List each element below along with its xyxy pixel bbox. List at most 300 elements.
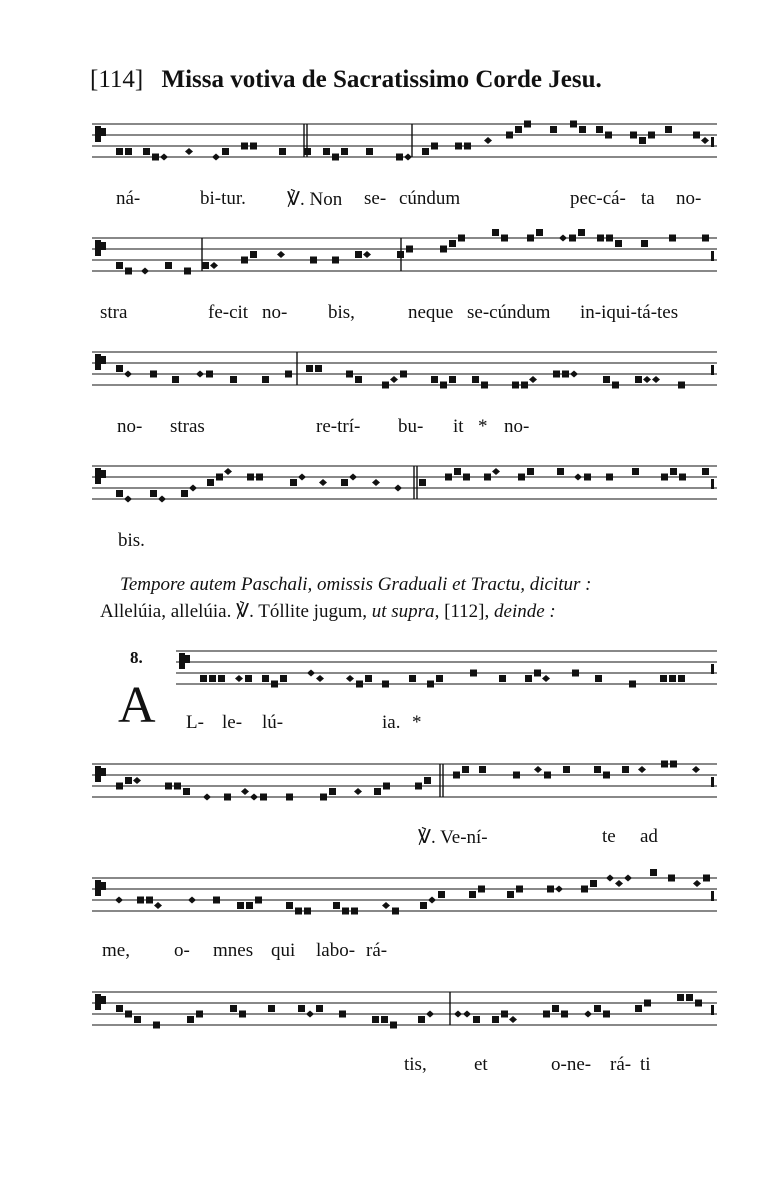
- lyric-syllable: L-: [186, 712, 204, 733]
- square-note: [584, 474, 591, 481]
- square-note: [635, 1005, 642, 1012]
- rhombus-note: [189, 485, 197, 492]
- square-note: [315, 365, 322, 372]
- lyric-syllable: stras: [170, 416, 205, 437]
- square-note: [165, 262, 172, 269]
- square-note: [366, 148, 373, 155]
- square-note: [262, 376, 269, 383]
- square-note: [518, 474, 525, 481]
- lyric-syllable: tis,: [404, 1054, 427, 1075]
- square-note: [183, 788, 190, 795]
- rhombus-note: [542, 675, 550, 682]
- square-note: [216, 474, 223, 481]
- square-note: [615, 240, 622, 247]
- clef-icon: [95, 880, 101, 896]
- lyric-syllable: se-cúndum: [467, 302, 551, 323]
- custos-mark: [711, 664, 714, 674]
- chant-staff-7: [92, 872, 717, 920]
- rhombus-note: [643, 376, 651, 383]
- square-note: [355, 251, 362, 258]
- square-note: [579, 126, 586, 133]
- rhombus-note: [692, 766, 700, 773]
- square-note: [137, 897, 144, 904]
- square-note: [245, 675, 252, 682]
- square-note: [268, 1005, 275, 1012]
- chant-number: 8.: [130, 648, 143, 667]
- square-note: [550, 126, 557, 133]
- rhombus-note: [319, 479, 327, 486]
- rhombus-note: [693, 880, 701, 887]
- square-note: [543, 1011, 550, 1018]
- rubric-text: ut supra: [371, 601, 435, 622]
- square-note: [196, 1011, 203, 1018]
- rhombus-note: [185, 148, 193, 155]
- rhombus-note: [210, 262, 218, 269]
- square-note: [134, 1016, 141, 1023]
- square-note: [678, 382, 685, 389]
- custos-mark: [711, 251, 714, 261]
- square-note: [316, 1005, 323, 1012]
- rhombus-note: [454, 1011, 462, 1018]
- square-note: [572, 670, 579, 677]
- square-note: [241, 143, 248, 150]
- rhombus-note: [250, 794, 258, 801]
- square-note: [174, 783, 181, 790]
- initial-letter: A: [118, 677, 156, 734]
- square-note: [569, 235, 576, 242]
- chant-staff-2: [92, 232, 717, 280]
- square-note: [527, 468, 534, 475]
- square-note: [230, 376, 237, 383]
- square-note: [181, 490, 188, 497]
- square-note: [605, 132, 612, 139]
- square-note: [473, 1016, 480, 1023]
- square-note: [670, 761, 677, 768]
- square-note: [686, 994, 693, 1001]
- square-note: [581, 886, 588, 893]
- rhombus-note: [382, 902, 390, 909]
- square-note: [260, 794, 267, 801]
- lyric-syllable: *: [412, 712, 422, 733]
- square-note: [150, 371, 157, 378]
- square-note: [603, 1011, 610, 1018]
- rhombus-note: [428, 897, 436, 904]
- square-note: [286, 794, 293, 801]
- square-note: [630, 132, 637, 139]
- square-note: [553, 371, 560, 378]
- clef-icon: [95, 126, 101, 142]
- square-note: [332, 257, 339, 264]
- square-note: [230, 1005, 237, 1012]
- square-note: [561, 1011, 568, 1018]
- square-note: [484, 474, 491, 481]
- square-note: [246, 902, 253, 909]
- square-note: [603, 376, 610, 383]
- lyric-syllable: ná-: [116, 188, 141, 209]
- square-note: [271, 681, 278, 688]
- rhombus-note: [115, 897, 123, 904]
- square-note: [597, 235, 604, 242]
- square-note: [342, 908, 349, 915]
- square-note: [470, 670, 477, 677]
- square-note: [209, 675, 216, 682]
- square-note: [668, 875, 675, 882]
- clef-icon: [179, 653, 185, 669]
- square-note: [521, 382, 528, 389]
- square-note: [323, 148, 330, 155]
- lyric-syllable: it: [453, 416, 464, 437]
- rhombus-note: [306, 1011, 314, 1018]
- square-note: [562, 371, 569, 378]
- chant-staff-1: [92, 118, 717, 166]
- custos-mark: [711, 777, 714, 787]
- square-note: [415, 783, 422, 790]
- square-note: [469, 891, 476, 898]
- rhombus-note: [701, 137, 709, 144]
- lyric-syllable: me,: [102, 940, 130, 961]
- rhombus-note: [346, 675, 354, 682]
- rhombus-note: [529, 376, 537, 383]
- lyric-syllable: bis,: [328, 302, 355, 323]
- rhombus-note: [534, 766, 542, 773]
- square-note: [409, 675, 416, 682]
- lyric-syllable: pec-cá-: [570, 188, 626, 209]
- rhombus-note: [316, 675, 324, 682]
- square-note: [563, 766, 570, 773]
- lyric-syllable: fe-cit: [208, 302, 249, 323]
- square-note: [202, 262, 209, 269]
- square-note: [501, 1011, 508, 1018]
- square-note: [150, 490, 157, 497]
- square-note: [383, 783, 390, 790]
- square-note: [424, 777, 431, 784]
- square-note: [606, 474, 613, 481]
- rhombus-note: [624, 875, 632, 882]
- square-note: [365, 675, 372, 682]
- rhombus-note: [584, 1011, 592, 1018]
- chant-staff-3: [92, 346, 717, 394]
- square-note: [341, 148, 348, 155]
- square-note: [406, 246, 413, 253]
- square-note: [513, 772, 520, 779]
- square-note: [241, 257, 248, 264]
- square-note: [462, 766, 469, 773]
- clef-icon: [101, 128, 106, 136]
- rhombus-note: [463, 1011, 471, 1018]
- square-note: [207, 479, 214, 486]
- custos-mark: [711, 365, 714, 375]
- page-title: Missa votiva de Sacratissimo Corde Jesu.: [161, 66, 602, 93]
- square-note: [547, 886, 554, 893]
- clef-icon: [185, 655, 190, 663]
- rhombus-note: [160, 154, 168, 161]
- chant-staff-8: [92, 986, 717, 1034]
- rhombus-note: [196, 371, 204, 378]
- square-note: [310, 257, 317, 264]
- lyric-syllable: le-: [222, 712, 243, 733]
- square-note: [304, 908, 311, 915]
- square-note: [116, 783, 123, 790]
- rhombus-note: [394, 485, 402, 492]
- square-note: [516, 886, 523, 893]
- square-note: [479, 766, 486, 773]
- rhombus-note: [570, 371, 578, 378]
- square-note: [464, 143, 471, 150]
- rubric-line-1: [120, 574, 591, 596]
- lyric-syllable: bis.: [118, 530, 145, 551]
- square-note: [125, 268, 132, 275]
- square-note: [703, 875, 710, 882]
- lyric-syllable: cúndum: [399, 188, 461, 209]
- clef-icon: [101, 242, 106, 250]
- square-note: [606, 235, 613, 242]
- square-note: [239, 1011, 246, 1018]
- square-note: [570, 121, 577, 128]
- square-note: [374, 788, 381, 795]
- square-note: [125, 777, 132, 784]
- page-number: [114]: [90, 66, 144, 93]
- square-note: [590, 880, 597, 887]
- square-note: [702, 468, 709, 475]
- rubric-line-2: [100, 600, 556, 623]
- square-note: [436, 675, 443, 682]
- square-note: [279, 148, 286, 155]
- rhombus-note: [241, 788, 249, 795]
- square-note: [392, 908, 399, 915]
- square-note: [438, 891, 445, 898]
- square-note: [449, 240, 456, 247]
- rhombus-note: [307, 670, 315, 677]
- custos-mark: [711, 479, 714, 489]
- rhombus-note: [404, 154, 412, 161]
- rhombus-note: [277, 251, 285, 258]
- square-note: [165, 783, 172, 790]
- square-note: [125, 148, 132, 155]
- rhombus-note: [615, 880, 623, 887]
- square-note: [356, 681, 363, 688]
- square-note: [612, 382, 619, 389]
- square-note: [390, 1022, 397, 1029]
- rhombus-note: [390, 376, 398, 383]
- square-note: [295, 908, 302, 915]
- square-note: [116, 365, 123, 372]
- square-note: [341, 479, 348, 486]
- lyric-syllable: te: [602, 826, 616, 847]
- square-note: [661, 474, 668, 481]
- clef-icon: [101, 996, 106, 1004]
- square-note: [669, 675, 676, 682]
- square-note: [200, 675, 207, 682]
- lyric-syllable: ℣. Ve-ní-: [418, 827, 488, 848]
- square-note: [525, 675, 532, 682]
- square-note: [172, 376, 179, 383]
- square-note: [695, 1000, 702, 1007]
- square-note: [420, 902, 427, 909]
- square-note: [661, 761, 668, 768]
- rhombus-note: [638, 766, 646, 773]
- square-note: [255, 897, 262, 904]
- lyric-syllable: ad: [640, 826, 658, 847]
- square-note: [639, 137, 646, 144]
- clef-icon: [95, 766, 101, 782]
- lyric-syllable: *: [478, 416, 488, 437]
- square-note: [355, 376, 362, 383]
- square-note: [152, 154, 159, 161]
- square-note: [603, 772, 610, 779]
- rhombus-note: [298, 474, 306, 481]
- square-note: [527, 235, 534, 242]
- clef-icon: [95, 354, 101, 370]
- square-note: [396, 154, 403, 161]
- square-note: [237, 902, 244, 909]
- square-note: [648, 132, 655, 139]
- rhombus-note: [509, 1016, 517, 1023]
- square-note: [492, 1016, 499, 1023]
- clef-icon: [101, 356, 106, 364]
- rhombus-note: [606, 875, 614, 882]
- rhombus-note: [212, 154, 220, 161]
- lyric-syllable: o-: [174, 940, 190, 961]
- square-note: [250, 143, 257, 150]
- square-note: [372, 1016, 379, 1023]
- square-note: [536, 229, 543, 236]
- square-note: [153, 1022, 160, 1029]
- lyric-syllable: qui: [271, 940, 296, 961]
- rhombus-note: [652, 376, 660, 383]
- rhombus-note: [484, 137, 492, 144]
- lyric-syllable: et: [474, 1054, 488, 1075]
- lyric-syllable: lú-: [262, 712, 284, 733]
- square-note: [622, 766, 629, 773]
- square-note: [524, 121, 531, 128]
- square-note: [677, 994, 684, 1001]
- lyric-syllable: labo-: [316, 940, 356, 961]
- square-note: [222, 148, 229, 155]
- rhombus-note: [141, 268, 149, 275]
- square-note: [304, 148, 311, 155]
- square-note: [481, 382, 488, 389]
- lyric-syllable: no-: [676, 188, 702, 209]
- square-note: [478, 886, 485, 893]
- square-note: [333, 902, 340, 909]
- square-note: [440, 246, 447, 253]
- rhombus-note: [349, 474, 357, 481]
- square-note: [187, 1016, 194, 1023]
- rhombus-note: [124, 496, 132, 503]
- square-note: [595, 675, 602, 682]
- rhombus-note: [133, 777, 141, 784]
- rubric-text: , [112],: [434, 601, 495, 622]
- square-note: [224, 794, 231, 801]
- square-note: [382, 382, 389, 389]
- rhombus-note: [235, 675, 243, 682]
- square-note: [418, 1016, 425, 1023]
- chant-staff-6: [92, 758, 717, 806]
- rhombus-note: [203, 794, 211, 801]
- square-note: [492, 229, 499, 236]
- rubric-text: Allelúia, allelúia. ℣. Tóllite jugum,: [100, 601, 372, 622]
- chant-staff-5: [176, 645, 717, 693]
- square-note: [116, 262, 123, 269]
- square-note: [422, 148, 429, 155]
- square-note: [320, 794, 327, 801]
- square-note: [678, 675, 685, 682]
- square-note: [515, 126, 522, 133]
- lyric-syllable: ta: [641, 188, 655, 209]
- square-note: [125, 1011, 132, 1018]
- square-note: [463, 474, 470, 481]
- square-note: [306, 365, 313, 372]
- square-note: [445, 474, 452, 481]
- square-note: [213, 897, 220, 904]
- rhombus-note: [124, 371, 132, 378]
- square-note: [440, 382, 447, 389]
- rhombus-note: [354, 788, 362, 795]
- square-note: [644, 1000, 651, 1007]
- clef-icon: [101, 470, 106, 478]
- square-note: [285, 371, 292, 378]
- rhombus-note: [559, 235, 567, 242]
- square-note: [472, 376, 479, 383]
- lyric-syllable: stra: [100, 302, 128, 323]
- lyric-syllable: bi-tur.: [200, 188, 246, 209]
- square-note: [381, 1016, 388, 1023]
- page-header: [90, 66, 602, 94]
- square-note: [247, 474, 254, 481]
- rhombus-note: [224, 468, 232, 475]
- square-note: [400, 371, 407, 378]
- clef-icon: [101, 882, 106, 890]
- lyric-syllable: ti: [640, 1054, 651, 1075]
- rhombus-note: [555, 886, 563, 893]
- square-note: [146, 897, 153, 904]
- square-note: [693, 132, 700, 139]
- square-note: [501, 235, 508, 242]
- square-note: [669, 235, 676, 242]
- square-note: [116, 1005, 123, 1012]
- square-note: [218, 675, 225, 682]
- square-note: [453, 772, 460, 779]
- clef-icon: [95, 240, 101, 256]
- square-note: [594, 766, 601, 773]
- square-note: [635, 376, 642, 383]
- square-note: [594, 1005, 601, 1012]
- lyric-syllable: ℣. Non: [287, 189, 343, 210]
- rhombus-note: [154, 902, 162, 909]
- lyric-syllable: rá-: [366, 940, 388, 961]
- square-note: [455, 143, 462, 150]
- square-note: [184, 268, 191, 275]
- square-note: [397, 251, 404, 258]
- rubric-text: deinde :: [494, 601, 556, 622]
- square-note: [544, 772, 551, 779]
- square-note: [534, 670, 541, 677]
- square-note: [578, 229, 585, 236]
- custos-mark: [711, 137, 714, 147]
- square-note: [650, 869, 657, 876]
- lyric-syllable: no-: [504, 416, 530, 437]
- square-note: [596, 126, 603, 133]
- square-note: [332, 154, 339, 161]
- clef-icon: [95, 468, 101, 484]
- square-note: [419, 479, 426, 486]
- square-note: [116, 490, 123, 497]
- square-note: [256, 474, 263, 481]
- square-note: [679, 474, 686, 481]
- square-note: [670, 468, 677, 475]
- custos-mark: [711, 891, 714, 901]
- rhombus-note: [363, 251, 371, 258]
